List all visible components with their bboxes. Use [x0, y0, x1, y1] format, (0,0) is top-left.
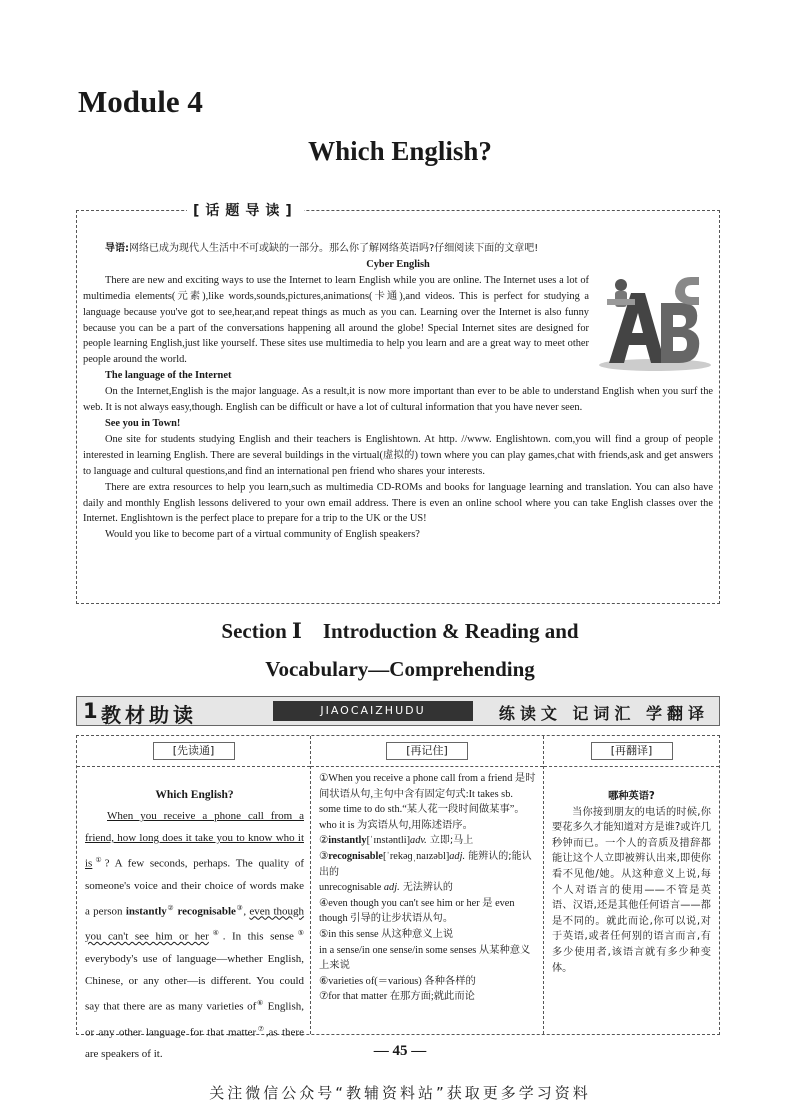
column-header-read: [先读通] — [153, 742, 235, 760]
topic-body — [83, 241, 713, 543]
lead: 导语:网络已成为现代人生活中不可或缺的一部分。那么你了解网络英语吗?仔细阅读下面的文章吧! — [105, 243, 539, 254]
banner-subtitle: 练读文 记词汇 学翻译 — [498, 704, 709, 723]
note-7: ⑦for that matter 在那方面;就此而论 — [319, 991, 475, 1003]
note-3-extra: unrecognisable adj. 无法辨认的 — [319, 882, 453, 894]
note-1: ①When you receive a phone call from a friend 是时间状语从句,主句中含有固定句式:It takes sb. some time to do sth.“某人花一段时间做某事”。who it is 为宾语从句,用陈述语序。 — [319, 773, 536, 831]
note-2: ②instantly[ˈɪnstəntli]adv. 立即;马上 — [319, 835, 474, 847]
abc-letters-icon — [595, 273, 713, 373]
paragraph-2: On the Internet,English is the major language. As a result,it is now more important than ever to be able to understand English when you surf the web. It is not always easy,though. English can be difficult or have a lot of cultural information that you have never seen. — [83, 386, 713, 414]
column-translate — [544, 736, 719, 1034]
paragraph-3: One site for students studying English and their teachers is Englishtown. At http. //www. Englishtown. com,you will find a group of people interested in learning English. There are several buildings in the virtual(虚拟的) town where you can play games,chat with friends,ask and get answers to language and cultural questions,and find an international pen friend who shares your interests. — [83, 433, 713, 477]
sub-heading-2: See you in Town! — [105, 417, 181, 429]
section-title-line-2: Vocabulary—Comprehending — [265, 657, 535, 681]
paragraph-1: There are new and exciting ways to use the Internet to learn English while you are online. The Internet uses a lot of multimedia elements(元素),like words,sounds,pictures,animations(卡通),and videos. This is perfect for studying a language because you've got to see,hear,and repeat things as much as you can. Learning over the Internet is also funny because you can be a part of the conversations happening all around the globe! Special Internet sites are designed for people learning English,just like yourself. These sites use multimedia to help you learn and are a great way to meet other people around the world. — [83, 273, 713, 368]
passage-title: Which English? — [155, 789, 234, 801]
column-header-memorize: [再记住] — [386, 742, 468, 760]
note-5-extra: in a sense/in one sense/in some senses 从某种意义上来说 — [319, 944, 531, 972]
banner-title: 教材助读 — [101, 703, 197, 727]
textbook-guide-banner — [76, 696, 720, 726]
note-3: ③recognisable[ˈrekəɡˌnaɪzəbl]adj. 能辨认的;能认出的 — [319, 850, 532, 878]
section-title-line-1: Section Ⅰ Introduction & Reading and — [221, 619, 579, 643]
note-6: ⑥varieties of(＝various) 各种各样的 — [319, 975, 476, 987]
topic-reading-box — [76, 203, 720, 604]
banner-number: 1 — [83, 699, 98, 723]
module-title: Module 4 — [78, 84, 203, 119]
note-4: ④even though you can't see him or her 是 even though 引导的让步状语从句。 — [319, 897, 515, 925]
topic-header: [话题导读] — [187, 200, 304, 220]
sub-heading-1: The language of the Internet — [105, 370, 232, 382]
unit-title: Which English? — [308, 136, 492, 166]
banner-pinyin: JIAOCAIZHUDU — [273, 701, 473, 721]
passage-text: When you receive a phone call from a friend, how long does it take you to know who it is①? A few seconds, perhaps. The quality of someone's voice and their choice of words make a person instantly② recognisable③, even though you can't see him or her④. In this sense⑤ everybody's use of language—whether English, Chinese, or any other—is different. You could say that there are as many varieties of⑥ English, or any other language for that matter⑦,as there are speakers of it. — [85, 810, 305, 1061]
translation-title: 哪种英语? — [608, 791, 655, 802]
column-read — [77, 736, 311, 1061]
paragraph-5: Would you like to become part of a virtual community of English speakers? — [105, 529, 420, 541]
paragraph-4: There are extra resources to help you learn,such as multimedia CD-ROMs and books for language learning and translation. You can also have daily and monthly English lessons delivered to your own email address. There is even an online school where you can take English classes over the Internet. Englishtown is the perfect place to prepare for a trip to the UK or the US! — [83, 481, 713, 525]
translation-text: 当你接到朋友的电话的时候,你要花多久才能知道对方是谁?或许几秒钟而已。一个人的音质及措辞都能让这个人立即被辨认出来,即使你看不见他/她。从这种意义上说,每个人对语言的使用——不管是英语、汉语,还是其他任何语言——都是不同的。就此而论,你可以说,对于英语,或者任何别的语言而言,有多少使用者,该语言就有多少种变体。 — [552, 806, 711, 974]
article-title: Cyber English — [366, 258, 430, 270]
footer-note: 关注微信公众号“教辅资料站”获取更多学习资料 — [209, 1084, 591, 1102]
page-number: — 45 — — [373, 1043, 427, 1059]
column-memorize — [311, 736, 544, 1034]
note-5: ⑤in this sense 从这种意义上说 — [319, 928, 454, 940]
column-header-translate: [再翻译] — [591, 742, 673, 760]
